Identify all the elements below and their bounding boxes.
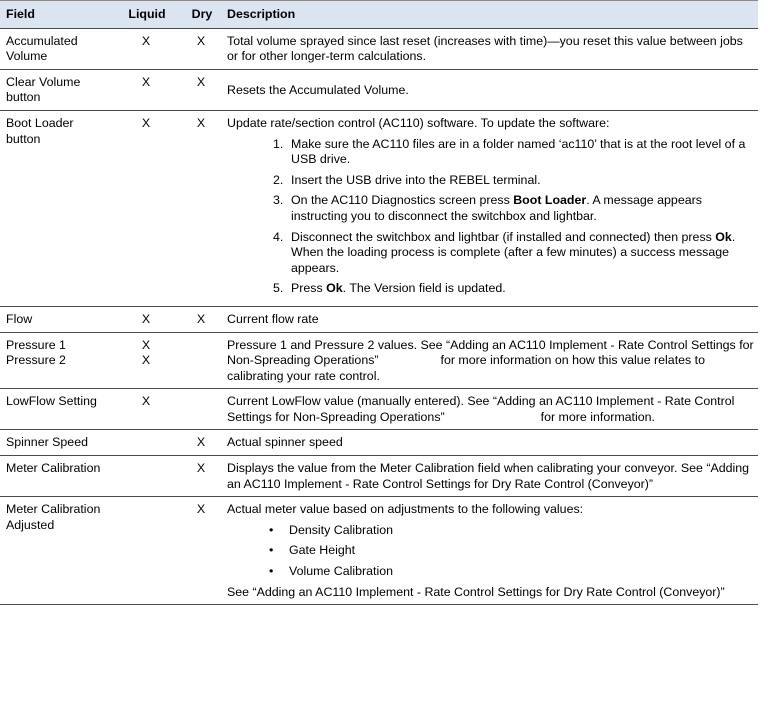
list-item (273, 137, 754, 168)
row-field: Meter Calibration (0, 456, 111, 497)
step-text-bold: Ok (715, 229, 732, 244)
step-text-post: . When the loading process is complete (after a few minutes) a success message appears. (291, 229, 736, 275)
row-liquid: X (111, 69, 181, 110)
bullet-text: Density Calibration (289, 522, 393, 537)
step-number: 1. (273, 136, 284, 151)
lowflow-desc: Current LowFlow value (manually entered). See “Adding an AC110 Implement - Rate Control Settings for Non-Spreading Operations” (227, 394, 735, 424)
row-description (221, 497, 758, 605)
row-description: Actual spinner speed (221, 430, 758, 456)
header-field: Field (0, 1, 111, 29)
adjusted-intro: Actual meter value based on adjustments to the following values: (227, 502, 584, 517)
row-dry: X (181, 456, 221, 497)
row-field: LowFlow Setting (0, 389, 111, 430)
step-text-pre: Disconnect the switchbox and lightbar (if installed and connected) then press (291, 229, 716, 244)
row-dry: X (181, 306, 221, 332)
row-description: Current flow rate (221, 306, 758, 332)
step-text-post: . The Version field is updated. (342, 281, 506, 296)
step-number: 5. (273, 281, 284, 296)
row-liquid: X (111, 306, 181, 332)
row-description (221, 332, 758, 389)
row-field: Flow (0, 306, 111, 332)
step-text: Insert the USB drive into the REBEL terminal. (291, 172, 541, 187)
list-item (273, 230, 754, 277)
row-dry (181, 332, 221, 389)
liquid-pressure-2: X (141, 353, 151, 368)
list-item (269, 523, 754, 539)
header-description: Description (221, 1, 758, 29)
adjusted-bullets (227, 523, 754, 580)
row-liquid (111, 497, 181, 605)
step-text-bold: Ok (326, 281, 343, 296)
table-header-row (0, 1, 758, 29)
row-liquid (111, 430, 181, 456)
table-row (0, 332, 758, 389)
row-dry: X (181, 430, 221, 456)
row-dry (181, 389, 221, 430)
adjusted-outro: See “Adding an AC110 Implement - Rate Control Settings for Dry Rate Control (Conveyor)” (227, 584, 725, 599)
row-description (221, 69, 758, 110)
table-row (0, 456, 758, 497)
row-dry: X (181, 497, 221, 605)
table-row (0, 306, 758, 332)
list-item (269, 543, 754, 559)
row-dry: X (181, 28, 221, 69)
bullet-icon: • (269, 543, 274, 558)
row-field: Clear Volume button (0, 69, 111, 110)
table-row (0, 430, 758, 456)
step-text-post: . A message appears instructing you to disconnect the switchbox and lightbar. (291, 193, 702, 223)
list-item (273, 173, 754, 189)
row-liquid: X (111, 28, 181, 69)
pressure-desc: Pressure 1 and Pressure 2 values. See “Adding an AC110 Implement - Rate Control Settings for Non-Spreading Operations” (227, 337, 754, 368)
row-description: Displays the value from the Meter Calibration field when calibrating your conveyor. See “Adding an AC110 Implement - Rate Control Settings for Dry Rate Control (Conveyor)” (221, 456, 758, 497)
step-number: 4. (273, 229, 284, 244)
bullet-icon: • (269, 522, 274, 537)
field-pressure-2: Pressure 2 (6, 353, 66, 368)
row-liquid: X (111, 389, 181, 430)
row-field: Accumulated Volume (0, 28, 111, 69)
step-text-pre: Press (291, 281, 327, 296)
row-field: Meter Calibration Adjusted (0, 497, 111, 605)
table-row (0, 497, 758, 605)
row-liquid: X (111, 110, 181, 306)
table-row (0, 110, 758, 306)
table-row (0, 389, 758, 430)
boot-loader-intro: Update rate/section control (AC110) software. To update the software: (227, 115, 610, 130)
step-number: 3. (273, 193, 284, 208)
pressure-desc-tail: for more information on how this value relates to calibrating your rate control. (227, 353, 705, 383)
row-liquid (111, 332, 181, 389)
row-description: Total volume sprayed since last reset (increases with time)—you reset this value between jobs or for other longer-term calculations. (221, 28, 758, 69)
step-text-bold: Boot Loader (513, 193, 587, 208)
bullet-text: Gate Height (289, 543, 356, 558)
step-text: Make sure the AC110 files are in a folder named ‘ac110’ that is at the root level of a USB drive. (291, 136, 746, 167)
list-item (269, 564, 754, 580)
header-liquid: Liquid (111, 1, 181, 29)
bullet-icon: • (269, 564, 274, 579)
row-field: Boot Loader button (0, 110, 111, 306)
row-field (0, 332, 111, 389)
row-dry: X (181, 69, 221, 110)
field-pressure-1: Pressure 1 (6, 337, 66, 352)
step-number: 2. (273, 172, 284, 187)
row-liquid (111, 456, 181, 497)
boot-loader-steps (227, 137, 754, 297)
row-description (221, 389, 758, 430)
header-dry: Dry (181, 1, 221, 29)
table-row (0, 28, 758, 69)
lowflow-desc-tail: for more information. (540, 409, 655, 424)
row-dry: X (181, 110, 221, 306)
table-row (0, 69, 758, 110)
row-description-text: Resets the Accumulated Volume. (227, 82, 409, 97)
liquid-pressure-1: X (141, 337, 151, 352)
step-text-pre: On the AC110 Diagnostics screen press (291, 193, 514, 208)
list-item (273, 281, 754, 297)
row-description (221, 110, 758, 306)
row-field: Spinner Speed (0, 430, 111, 456)
bullet-text: Volume Calibration (289, 564, 394, 579)
list-item (273, 193, 754, 224)
